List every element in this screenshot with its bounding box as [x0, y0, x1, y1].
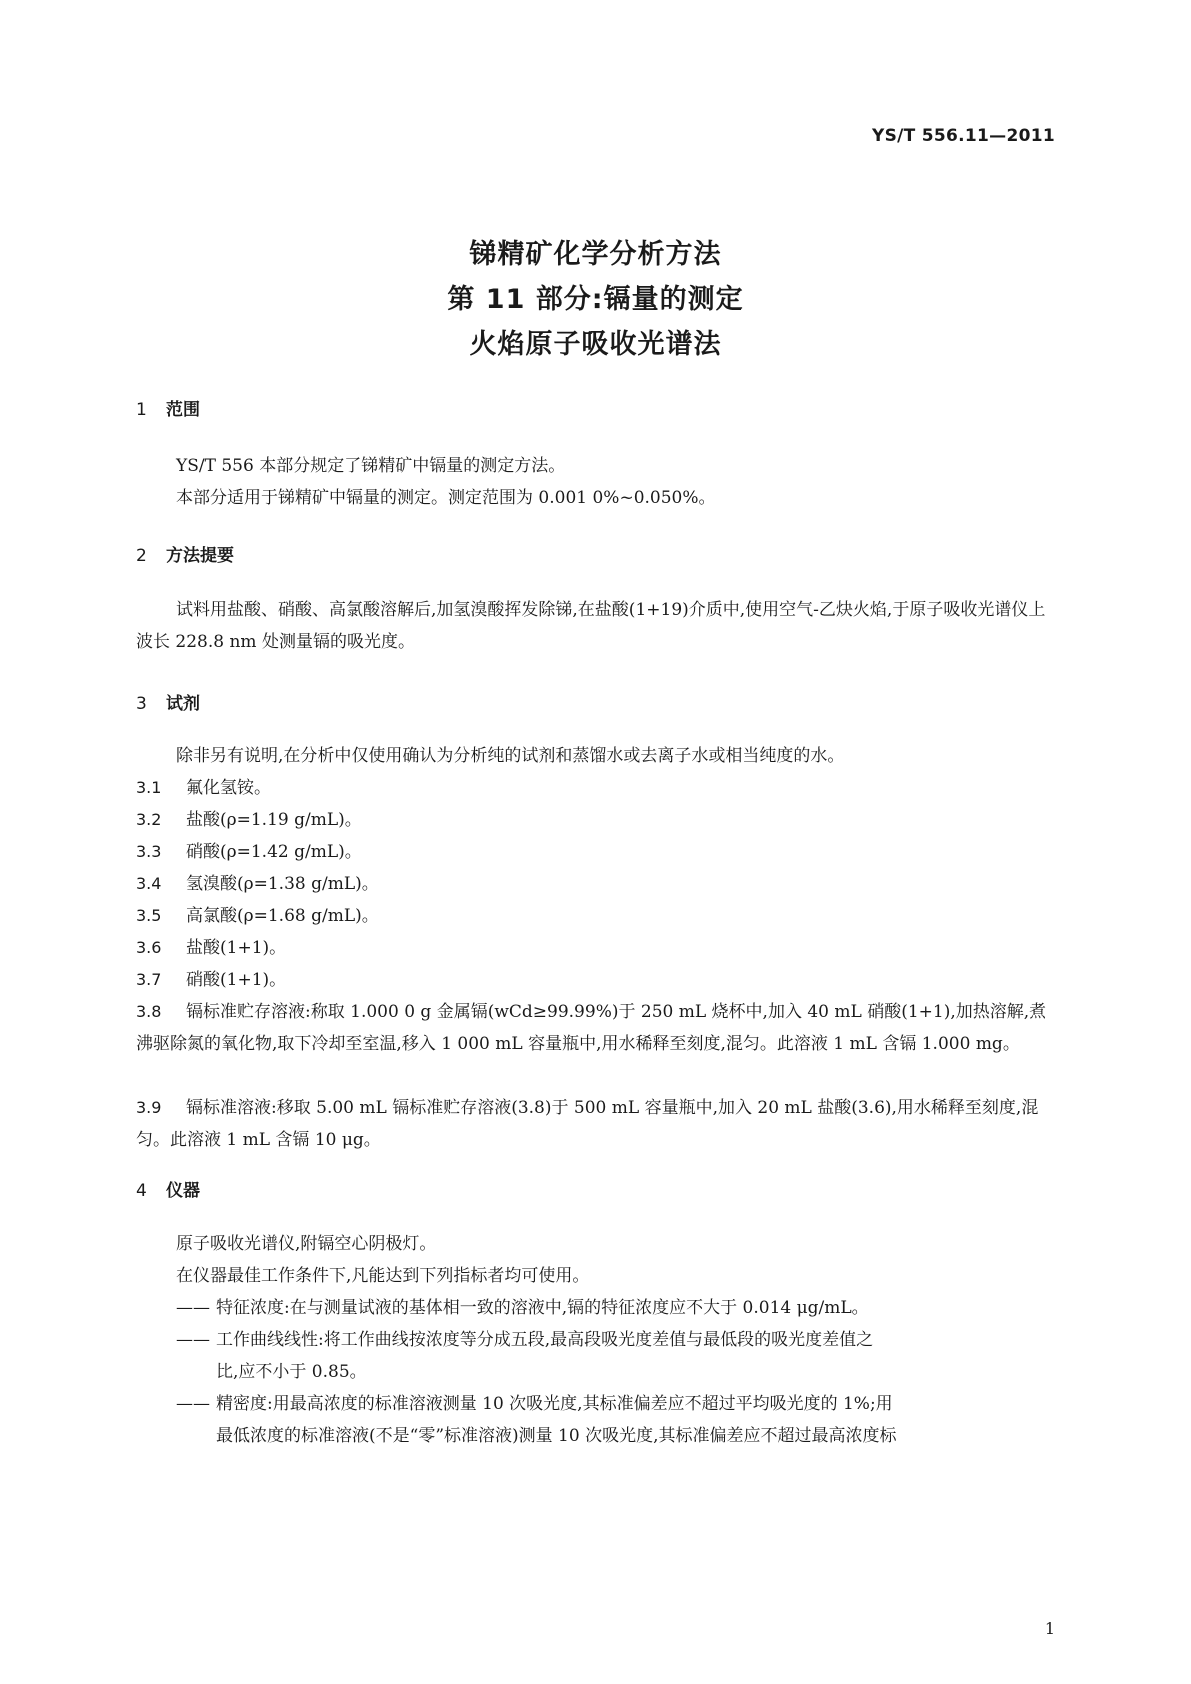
item-number: 3.5 [136, 906, 162, 925]
item-text: 硝酸(ρ=1.42 g/mL)。 [186, 842, 362, 862]
standard-code: YS/T 556.11—2011 [872, 126, 1055, 146]
item-number: 3.1 [136, 778, 162, 797]
item-number: 3.8 [136, 1002, 162, 1021]
item-number: 3.2 [136, 810, 162, 829]
item-number: 3.9 [136, 1098, 162, 1117]
section-2-heading [136, 541, 234, 566]
section-3-heading [136, 689, 200, 714]
section-4-paragraph-2: 在仪器最佳工作条件下,凡能达到下列指标者均可使用。 [176, 1266, 590, 1286]
title-line-3: 火焰原子吸收光谱法 [469, 329, 722, 360]
section-2-paragraph: 试料用盐酸、硝酸、高氯酸溶解后,加氢溴酸挥发除锑,在盐酸(1+19)介质中,使用空气-乙炔火焰,于原子吸收光谱仪上波长 228.8 nm 处测量镉的吸光度。 [136, 600, 1046, 652]
section-title: 方法提要 [166, 546, 234, 566]
item-number: 3.3 [136, 842, 162, 861]
section-title: 仪器 [166, 1181, 200, 1201]
section-4-paragraph-1: 原子吸收光谱仪,附镉空心阴极灯。 [176, 1234, 437, 1254]
reagent-item [136, 932, 1054, 964]
item-text: 高氯酸(ρ=1.68 g/mL)。 [186, 906, 379, 926]
item-number: 3.7 [136, 970, 162, 989]
item-text: 盐酸(ρ=1.19 g/mL)。 [186, 810, 362, 830]
reagent-item [136, 900, 1054, 932]
reagent-item [136, 964, 1054, 996]
item-text: 硝酸(1+1)。 [186, 970, 287, 990]
title-line-2: 第 11 部分:镉量的测定 [447, 284, 744, 315]
reagent-item [136, 868, 1054, 900]
section-3-intro: 除非另有说明,在分析中仅使用确认为分析纯的试剂和蒸馏水或去离子水或相当纯度的水。 [176, 746, 845, 766]
requirement-text-continuation: 最低浓度的标准溶液(不是“零”标准溶液)测量 10 次吸光度,其标准偏差应不超过最高浓度标 [216, 1426, 897, 1446]
section-number: 2 [136, 546, 147, 566]
section-1-heading [136, 395, 200, 420]
requirement-text: 特征浓度:在与测量试液的基体相一致的溶液中,镉的特征浓度应不大于 0.014 μg/mL。 [216, 1298, 869, 1318]
requirement-text: 精密度:用最高浓度的标准溶液测量 10 次吸光度,其标准偏差应不超过平均吸光度的 1%;用 [216, 1394, 893, 1414]
document-title [0, 232, 1191, 367]
dash-mark: —— [176, 1330, 210, 1350]
section-number: 4 [136, 1181, 147, 1201]
item-number: 3.6 [136, 938, 162, 957]
item-text: 氟化氢铵。 [186, 778, 271, 798]
requirement-item [176, 1388, 1054, 1452]
item-text: 氢溴酸(ρ=1.38 g/mL)。 [186, 874, 379, 894]
title-line-1: 锑精矿化学分析方法 [469, 239, 722, 270]
page-number: 1 [1044, 1619, 1055, 1638]
section-number: 3 [136, 694, 147, 714]
requirement-item [176, 1292, 1054, 1324]
reagent-item [136, 836, 1054, 868]
section-title: 范围 [166, 400, 200, 420]
dash-mark: —— [176, 1394, 210, 1414]
section-number: 1 [136, 400, 147, 420]
reagent-item [136, 772, 1054, 804]
item-text: 镉标准贮存溶液:称取 1.000 0 g 金属镉(wCd≥99.99%)于 250 mL 烧杯中,加入 40 mL 硝酸(1+1),加热溶解,煮沸驱除氮的氧化物,取下冷却至室温,移入 1 000 mL 容量瓶中,用水稀释至刻度,混匀。此溶液 1 mL 含镉 1.000 mg。 [136, 1002, 1047, 1054]
dash-mark: —— [176, 1298, 210, 1318]
section-1-paragraph-2: 本部分适用于锑精矿中镉量的测定。测定范围为 0.001 0%~0.050%。 [176, 488, 716, 508]
requirement-item [176, 1324, 1054, 1388]
item-text: 盐酸(1+1)。 [186, 938, 287, 958]
item-text: 镉标准溶液:移取 5.00 mL 镉标准贮存溶液(3.8)于 500 mL 容量瓶中,加入 20 mL 盐酸(3.6),用水稀释至刻度,混匀。此溶液 1 mL 含镉 10 μg。 [136, 1098, 1039, 1150]
reagent-item [136, 804, 1054, 836]
section-4-heading [136, 1176, 200, 1201]
reagent-item [136, 996, 1054, 1060]
section-1-paragraph-1: YS/T 556 本部分规定了锑精矿中镉量的测定方法。 [176, 456, 566, 476]
item-number: 3.4 [136, 874, 162, 893]
requirement-text-continuation: 比,应不小于 0.85。 [216, 1362, 367, 1382]
requirement-text: 工作曲线线性:将工作曲线按浓度等分成五段,最高段吸光度差值与最低段的吸光度差值之 [216, 1330, 874, 1350]
reagent-item [136, 1092, 1054, 1156]
section-title: 试剂 [166, 694, 200, 714]
